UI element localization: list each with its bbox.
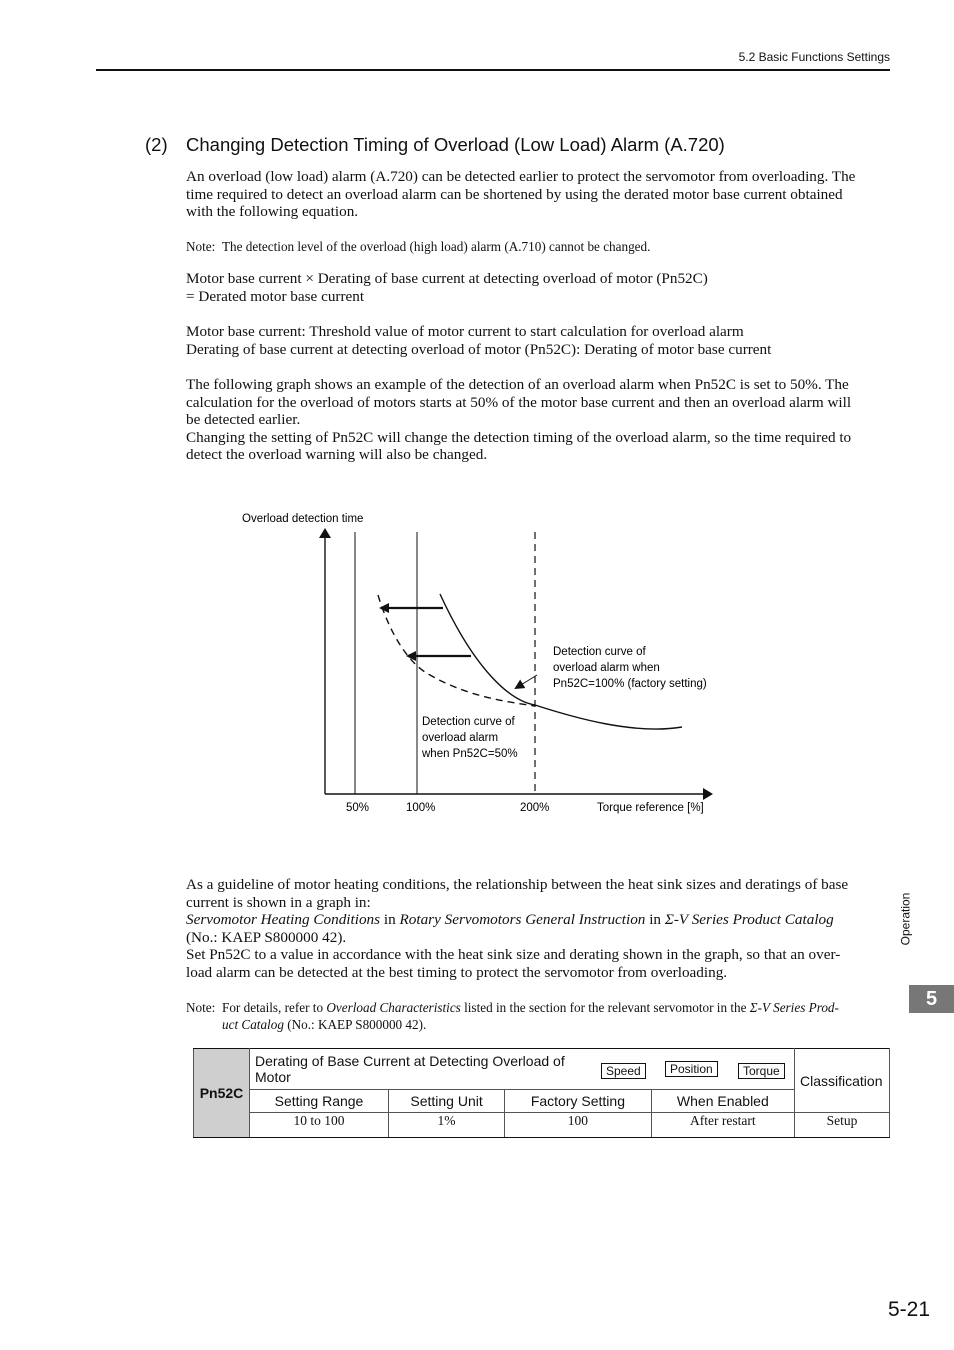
annotation-50-line3: when Pn52C=50%	[422, 748, 518, 760]
ref-in: in	[645, 911, 665, 929]
value-factory-setting: 100	[505, 1113, 652, 1138]
guideline-line: Set Pn52C to a value in accordance with the heat sink size and derating shown in the graph, so that an over-	[186, 946, 841, 964]
note-details	[186, 999, 890, 1033]
x-tick-50: 50%	[346, 802, 370, 814]
ref-heating-conditions: Servomotor Heating Conditions	[186, 911, 381, 929]
tag-torque: Torque	[738, 1063, 785, 1079]
intro-line: with the following equation.	[186, 203, 359, 221]
definitions	[186, 323, 771, 358]
section-title-text: Changing Detection Timing of Overload (Low Load) Alarm (A.720)	[186, 134, 725, 155]
note-label: Note:	[186, 239, 216, 254]
note-catalog: Σ-V Series Prod-	[749, 1000, 839, 1015]
section-title	[145, 134, 725, 156]
side-label-text: Operation	[898, 892, 913, 946]
graph-desc-line: calculation for the overload of motors starts at 50% of the motor base current and then an overload alarm will	[186, 393, 852, 411]
note-text: The detection level of the overload (high load) alarm (A.710) cannot be changed.	[222, 239, 651, 254]
graph-desc-line: Changing the setting of Pn52C will change the detection timing of the overload alarm, so the time required to	[186, 428, 852, 446]
param-code: Pn52C	[194, 1049, 250, 1138]
param-title-cell	[250, 1049, 795, 1090]
graph-desc-line: be detected earlier.	[186, 411, 301, 429]
y-axis-label: Overload detection time	[242, 513, 364, 525]
leader-line-100	[516, 675, 537, 688]
equation	[186, 270, 708, 305]
value-classification: Setup	[795, 1113, 890, 1138]
annotation-100-line1: Detection curve of	[553, 646, 646, 658]
intro-paragraph	[186, 168, 890, 221]
x-tick-200: 200%	[520, 802, 550, 814]
param-title-line: Motor	[255, 1069, 291, 1085]
value-setting-unit: 1%	[388, 1113, 504, 1138]
classification-header: Classification	[795, 1049, 890, 1113]
annotation-100-line3: Pn52C=100% (factory setting)	[553, 678, 707, 690]
guideline-line: load alarm can be detected at the best timing to protect the servomotor from overloading.	[186, 963, 728, 981]
note-text: (No.: KAEP S800000 42).	[283, 1017, 427, 1032]
running-header: 5.2 Basic Functions Settings	[738, 50, 890, 64]
series-line-pn52c-50	[378, 595, 535, 706]
x-axis-label: Torque reference [%]	[597, 802, 704, 814]
ref-product-catalog: Σ-V Series Product Catalog	[664, 911, 834, 929]
annotation-50-line1: Detection curve of	[422, 716, 515, 728]
side-label	[898, 880, 923, 960]
guideline-line: (No.: KAEP S800000 42).	[186, 928, 347, 946]
ref-in: in	[380, 911, 400, 929]
param-title	[255, 1053, 595, 1085]
header-factory-setting: Factory Setting	[505, 1090, 652, 1113]
guideline-paragraph	[186, 876, 890, 982]
guideline-line: current is shown in a graph in:	[186, 893, 371, 911]
annotation-50-line2: overload alarm	[422, 732, 499, 744]
graph-desc-line: The following graph shows an example of the detection of an overload alarm when Pn52C is set to 50%. The	[186, 376, 849, 393]
graph-desc-line: detect the overload warning will also be changed.	[186, 446, 488, 464]
section-number: (2)	[145, 134, 168, 155]
note-catalog: uct Catalog	[222, 1017, 284, 1032]
intro-line: time required to detect an overload alarm can be shortened by using the derated motor base current obtained	[186, 185, 843, 203]
header-rule	[96, 69, 890, 71]
guideline-reference-line	[186, 911, 890, 929]
value-when-enabled: After restart	[651, 1113, 794, 1138]
definition-line: Motor base current: Threshold value of motor current to start calculation for overload alarm	[186, 323, 744, 340]
guideline-line: As a guideline of motor heating conditions, the relationship between the heat sink sizes and deratings of base	[186, 876, 849, 893]
value-setting-range: 10 to 100	[250, 1113, 389, 1138]
note-text: listed in the section for the relevant servomotor in the	[460, 1000, 750, 1015]
ref-general-instruction: Rotary Servomotors General Instruction	[399, 911, 646, 929]
header-setting-unit: Setting Unit	[388, 1090, 504, 1113]
intro-line: An overload (low load) alarm (A.720) can be detected earlier to protect the servomotor from overloading. The	[186, 168, 856, 185]
param-title-line: Derating of Base Current at Detecting Overload of	[255, 1053, 565, 1069]
note-high-load	[186, 238, 890, 255]
page-number: 5-21	[887, 1298, 930, 1321]
parameter-table	[193, 1048, 890, 1138]
tag-speed: Speed	[601, 1063, 646, 1079]
note-text: For details, refer to	[222, 1000, 327, 1015]
overload-detection-graph	[230, 505, 730, 825]
note-label: Note:	[186, 1000, 216, 1015]
header-setting-range: Setting Range	[250, 1090, 389, 1113]
note-ref: Overload Characteristics	[326, 1000, 461, 1015]
definition-line: Derating of base current at detecting overload of motor (Pn52C): Derating of motor base current	[186, 340, 772, 358]
chapter-tab: 5	[909, 985, 954, 1013]
annotation-100-line2: overload alarm when	[553, 662, 660, 674]
header-when-enabled: When Enabled	[651, 1090, 794, 1113]
graph-description	[186, 376, 890, 464]
equation-line: = Derated motor base current	[186, 287, 365, 305]
tag-position: Position	[665, 1061, 718, 1077]
equation-line: Motor base current × Derating of base current at detecting overload of motor (Pn52C)	[186, 270, 708, 287]
x-tick-100: 100%	[406, 802, 436, 814]
